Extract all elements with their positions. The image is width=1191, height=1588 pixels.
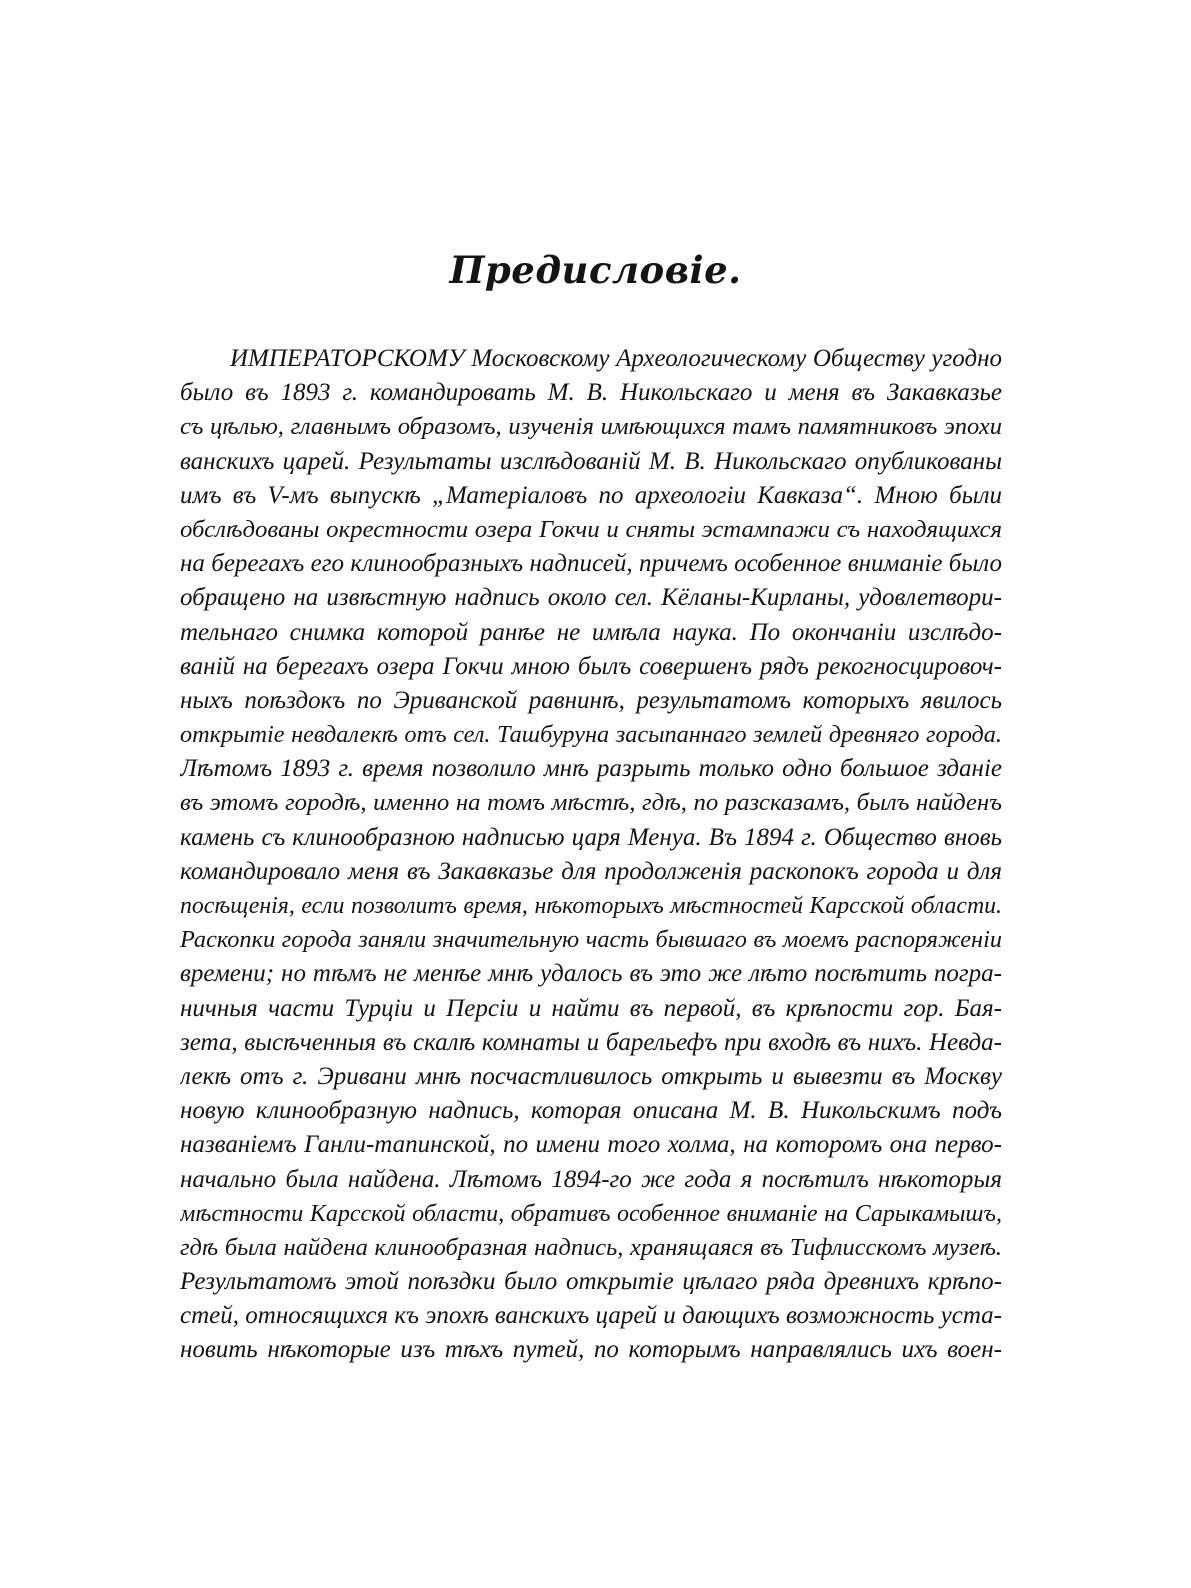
text-line: обращено на извѣстную надпись около сел. Кёланы-Кирланы, удовлетвори- [180,584,1002,612]
page-title: Предисловіе. [449,248,742,292]
text-line: Лѣтомъ 1893 г. время позволило мнѣ разрыть только одно большое зданіе [180,755,1002,783]
preface-body [180,342,1002,1368]
text-line: камень съ клинообразною надписью царя Менуа. Въ 1894 г. Общество вновь [180,823,1002,851]
text-line: посѣщенія, если позволитъ время, нѣкоторыхъ мѣстностей Карсской области. [180,893,1002,919]
text-line: ванскихъ царей. Результаты изслѣдованій М. В. Никольскаго опубликованы [180,447,1002,475]
text-line: ничныя части Турціи и Персіи и найти въ первой, въ крѣпости гор. Бая- [180,994,1002,1022]
text-line: зета, высѣченныя въ скалѣ комнаты и барельефъ при входѣ въ нихъ. Невда- [180,1028,1002,1056]
text-line: гдѣ была найдена клинообразная надпись, хранящаяся въ Тифлисскомъ музеѣ. [180,1233,1002,1261]
text-line: ИМПЕРАТОРСКОМУ Московскому Археологическому Обществу угодно [230,345,1002,372]
text-line: на берегахъ его клинообразныхъ надписей, причемъ особенное вниманіе было [180,550,1002,578]
text-line: имъ въ V-мъ выпускѣ „Матеріаловъ по археологіи Кавказа“. Мною были [180,481,1002,509]
text-line: командировало меня въ Закавказье для продолженія раскопокъ города и для [180,857,1002,885]
text-line: Раскопки города заняли значительную часть бывшаго въ моемъ распоряженіи [180,926,1002,954]
text-line: стей, относящихся къ эпохѣ ванскихъ царей и дающихъ возможность уста- [180,1302,1002,1330]
text-line: начально была найдена. Лѣтомъ 1894-го же года я посѣтилъ нѣкоторыя [180,1165,1002,1193]
text-line: Результатомъ этой поѣздки было открытіе цѣлаго ряда древнихъ крѣпо- [180,1268,1002,1296]
text-line: лекѣ отъ г. Эривани мнѣ посчастливилось открыть и вывезти въ Москву [180,1062,1002,1090]
text-line: мѣстности Карсской области, обративъ особенное вниманіе на Сарыкамышъ, [180,1200,1002,1227]
text-line: въ этомъ городѣ, именно на томъ мѣстѣ, гдѣ, по разсказамъ, былъ найденъ [180,789,1002,817]
text-line: съ цѣлью, главнымъ образомъ, изученія имѣющихся тамъ памятниковъ эпохи [180,413,1002,441]
text-line: ваній на берегахъ озера Гокчи мною былъ совершенъ рядъ рекогносцировоч- [180,652,1002,680]
text-line: открытіе невдалекѣ отъ сел. Ташбуруна засыпаннаго землей древняго города. [180,721,1002,749]
text-line: новить нѣкоторые изъ тѣхъ путей, по которымъ направлялись ихъ воен- [180,1336,1002,1364]
text-line: ныхъ поѣздокъ по Эриванской равнинѣ, результатомъ которыхъ явилось [180,686,1002,714]
text-line: времени; но тѣмъ не менѣе мнѣ удалось въ это же лѣто посѣтить погра- [180,960,1002,988]
text-line: названіемъ Ганли-тапинской, по имени того холма, на которомъ она перво- [180,1131,1002,1159]
text-line: было въ 1893 г. командировать М. В. Никольскаго и меня въ Закавказье [180,379,1002,407]
text-line: новую клинообразную надпись, которая описана М. В. Никольскимъ подъ [180,1097,1002,1125]
text-line: обслѣдованы окрестности озера Гокчи и сняты эстампажи съ находящихся [180,515,1002,543]
text-line: тельнаго снимка которой ранѣе не имѣла наука. По окончаніи изслѣдо- [180,618,1002,646]
